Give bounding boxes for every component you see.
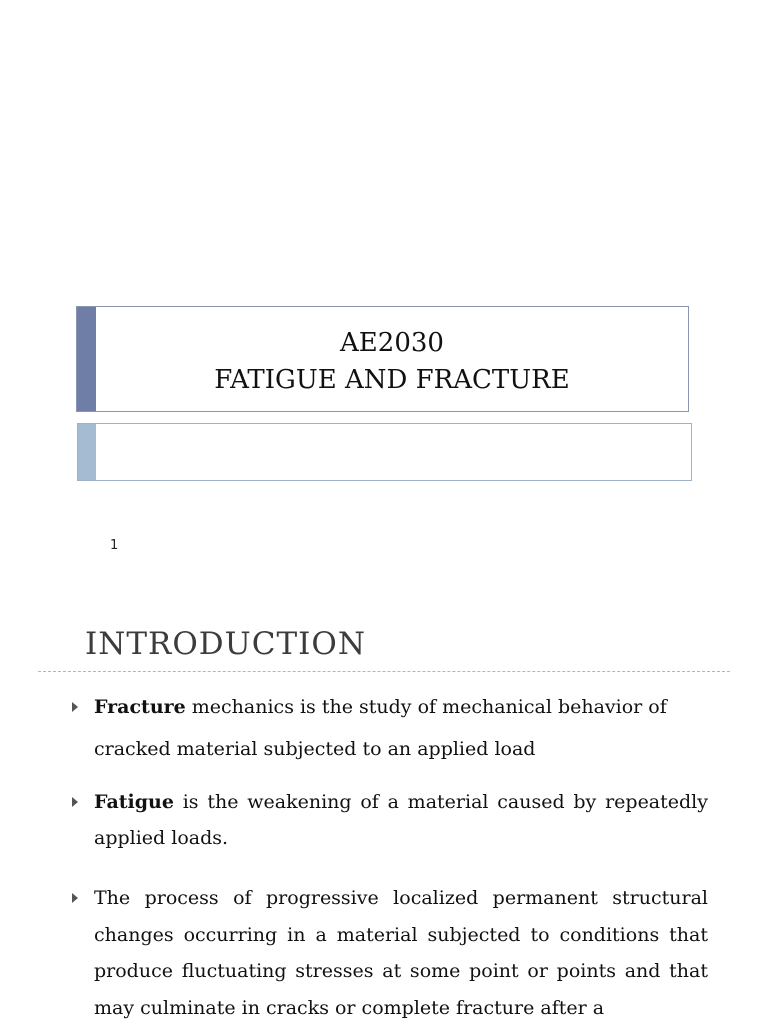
slide-title (96, 325, 688, 399)
title-accent-bar (77, 307, 96, 411)
bullet-term: Fracture (94, 696, 186, 718)
triangle-bullet-icon (72, 702, 78, 712)
subtitle-accent-bar (78, 424, 96, 480)
triangle-bullet-icon (72, 893, 78, 903)
bullet-text: The process of progressive localized permanent structural changes occurring in a material subjected to conditions that produce fluctuating stresses at some point or points and that may culminate in cracks or complete fracture after a (94, 887, 708, 1019)
course-code: AE2030 (340, 328, 444, 358)
bullet-text: mechanics is the study of mechanical behavior of cracked material subjected to an applied load (94, 696, 667, 760)
bullet-term: Fatigue (94, 791, 174, 813)
bullet-fracture (94, 686, 708, 770)
subtitle-box (77, 423, 692, 481)
page-number: 1 (110, 538, 119, 553)
bullet-process (94, 880, 708, 1026)
bullet-fatigue (94, 784, 708, 856)
section-heading: INTRODUCTION (85, 626, 366, 662)
bullet-text: is the weakening of a material caused by repeatedly applied loads. (94, 791, 708, 849)
course-title: FATIGUE AND FRACTURE (214, 365, 570, 395)
title-box (76, 306, 689, 412)
triangle-bullet-icon (72, 797, 78, 807)
heading-divider (38, 671, 730, 672)
